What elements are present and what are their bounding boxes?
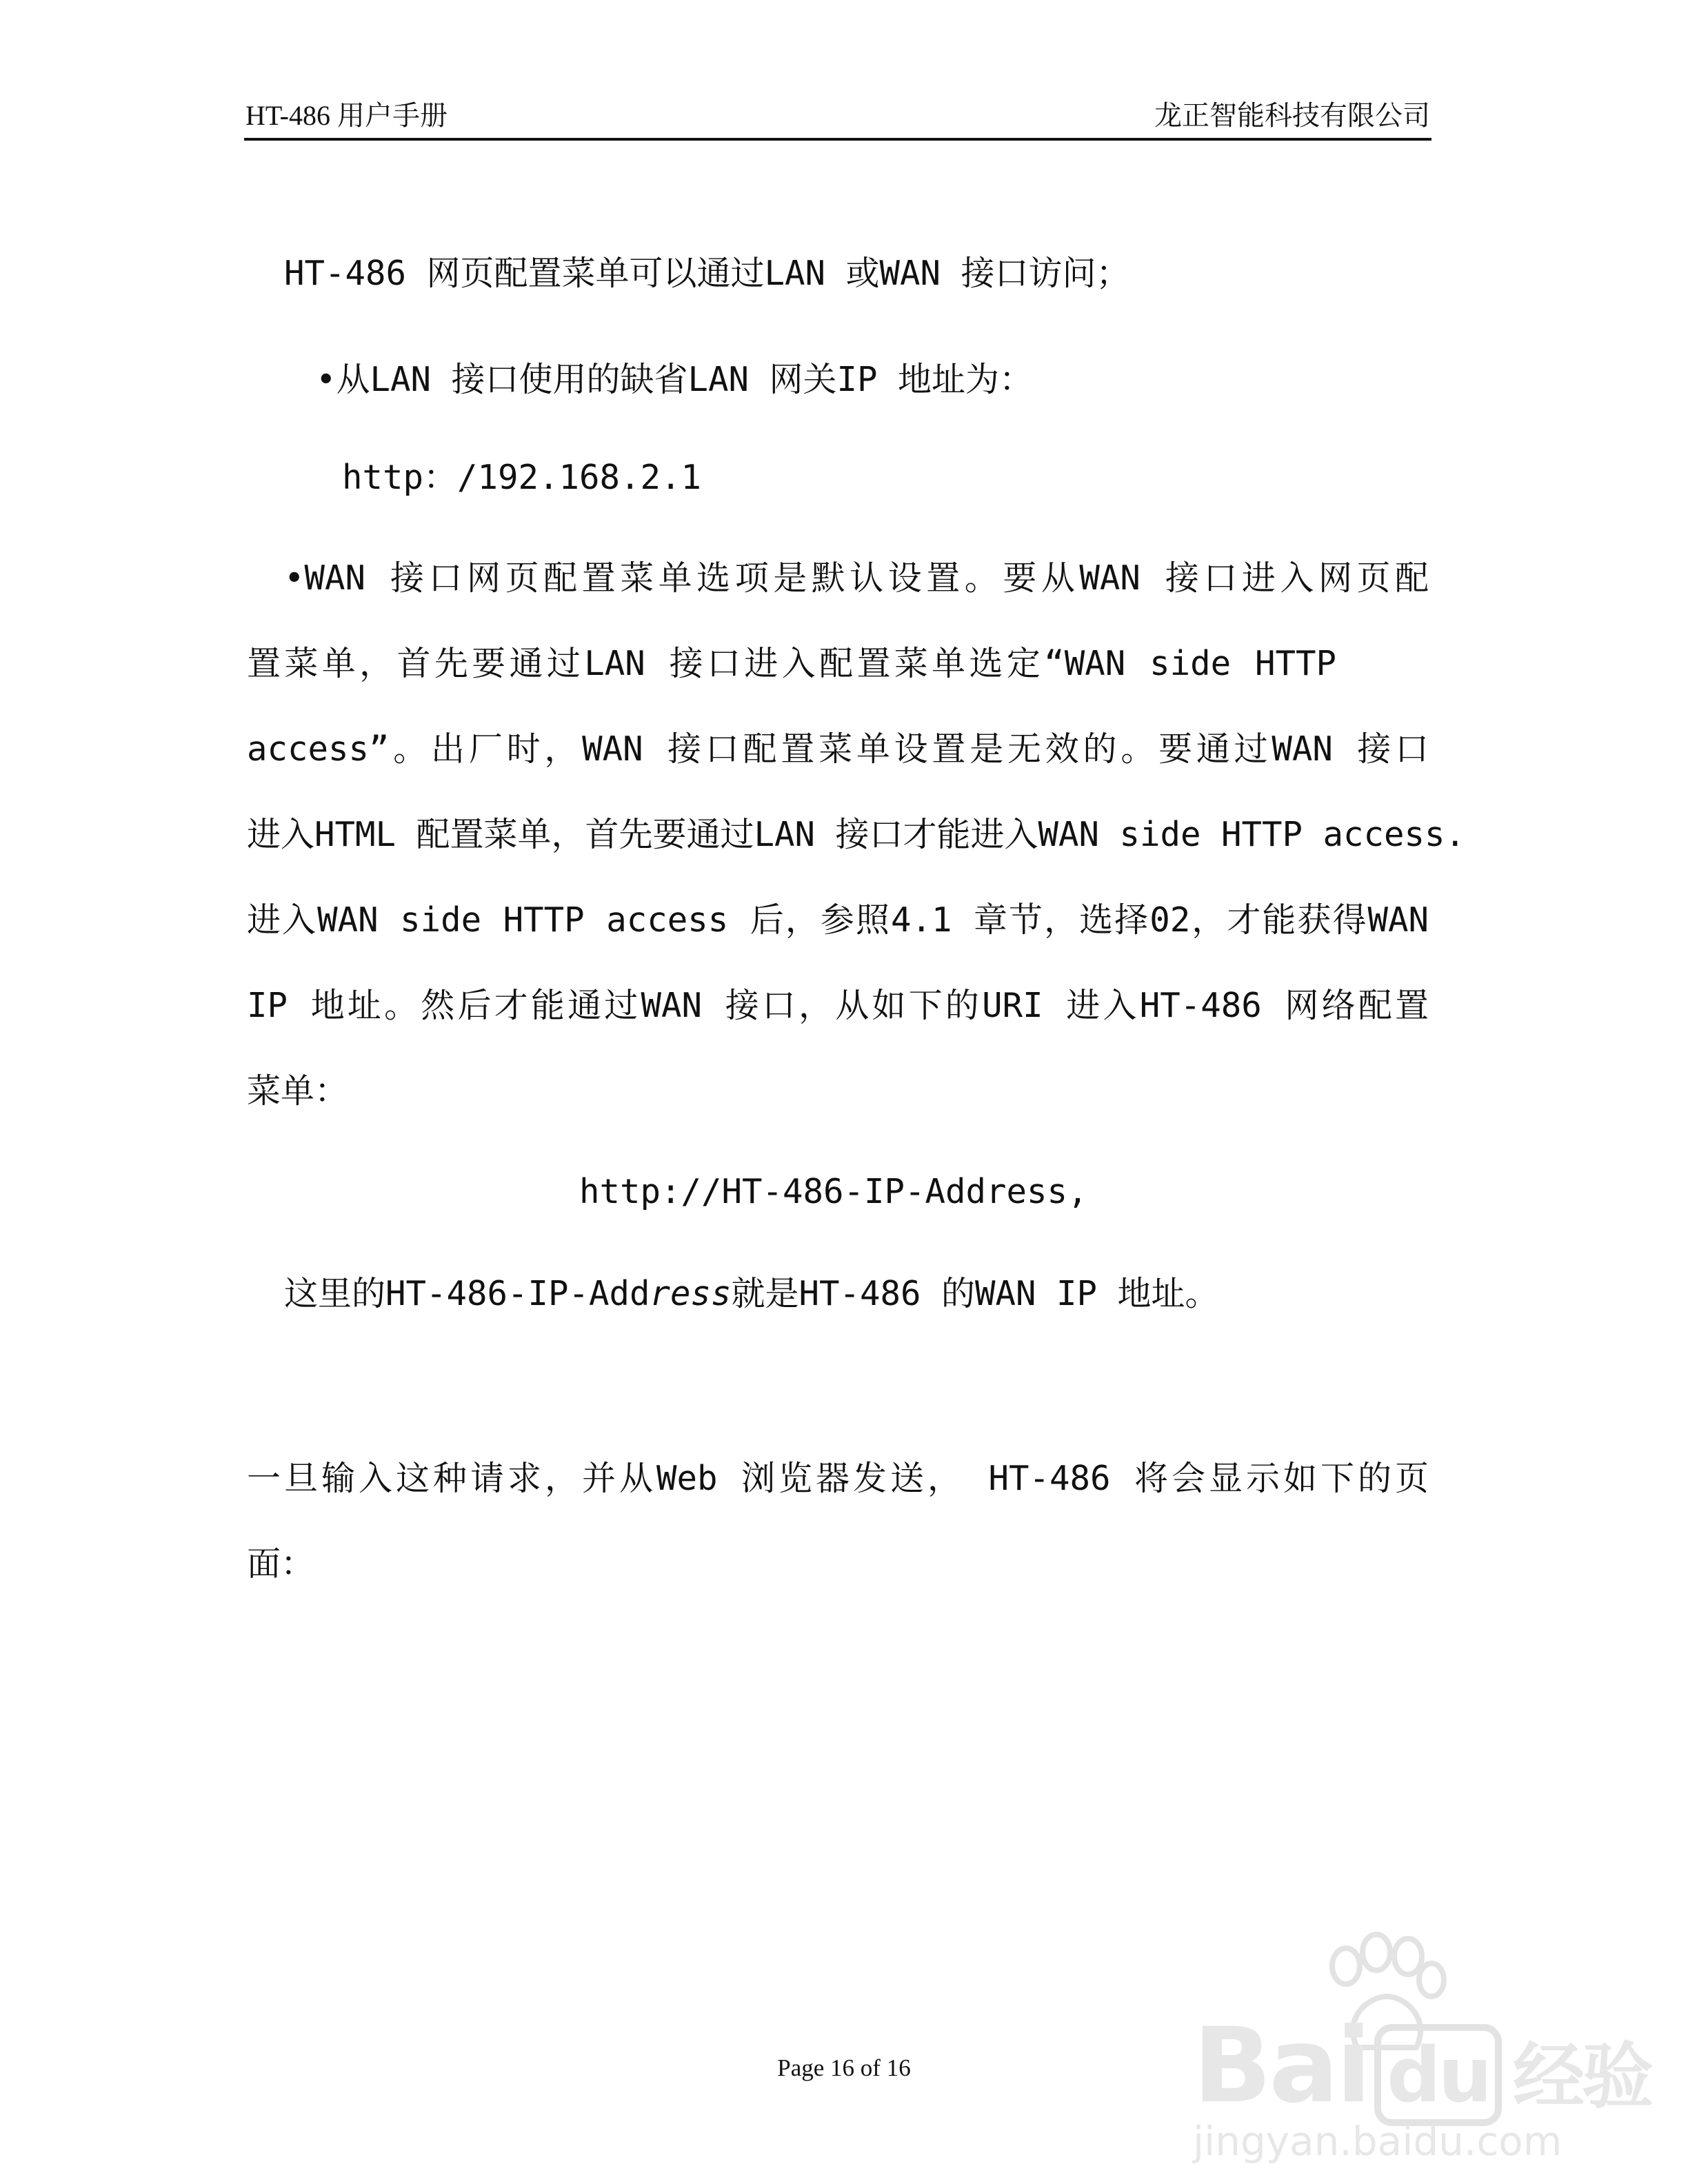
- paragraph-access: HT-486 网页配置菜单可以通过LAN 或WAN 接口访问；: [284, 254, 1130, 293]
- wan-para-line: 菜单：: [247, 1071, 349, 1111]
- page-number: Page 16 of 16: [777, 2054, 911, 2081]
- bullet-lan-gateway: •从LAN 接口使用的缺省LAN 网关IP 地址为：: [316, 360, 1034, 399]
- wan-para-line: access”。出厂时，WAN 接口配置菜单设置是无效的。要通过WAN 接口: [247, 729, 1429, 769]
- ht486-url: http://HT-486-IP-Address,: [579, 1172, 1088, 1211]
- watermark-brand-du: du: [1374, 2024, 1502, 2126]
- header-company: 龙正智能科技有限公司: [1154, 100, 1430, 131]
- wan-para-line: 进入WAN side HTTP access 后，参照4.1 章节，选择02，才能获得WAN: [247, 900, 1429, 940]
- watermark-suffix: 经验: [1513, 2034, 1651, 2119]
- wan-para-line: IP 地址。然后才能通过WAN 接口，从如下的URI 进入HT-486 网络配置: [247, 986, 1429, 1025]
- wan-para-line: 置菜单，首先要通过LAN 接口进入配置菜单选定“WAN side HTTP: [247, 644, 1336, 683]
- wan-para-line: •WAN 接口网页配置菜单选项是默认设置。要从WAN 接口进入网页配: [284, 558, 1429, 598]
- baidu-watermark: [1186, 1903, 1651, 2165]
- wan-para-line: 进入HTML 配置菜单，首先要通过LAN 接口才能进入WAN side HTTP access.: [247, 815, 1466, 854]
- header-rule: [244, 138, 1431, 141]
- header-title: HT-486 用户手册: [245, 100, 448, 131]
- paragraph-request-line: 一旦输入这种请求，并从Web 浏览器发送， HT-486 将会显示如下的页: [247, 1459, 1429, 1498]
- paragraph-request-line: 面：: [247, 1544, 315, 1584]
- paragraph-ip-note: 这里的HT-486-IP-Address就是HT-486 的WAN IP 地址。: [284, 1274, 1219, 1313]
- watermark-url: jingyan.baidu.com: [1193, 2118, 1563, 2165]
- watermark-brand: Bai: [1193, 2006, 1369, 2126]
- lan-gateway-url: http：/192.168.2.1: [342, 458, 702, 497]
